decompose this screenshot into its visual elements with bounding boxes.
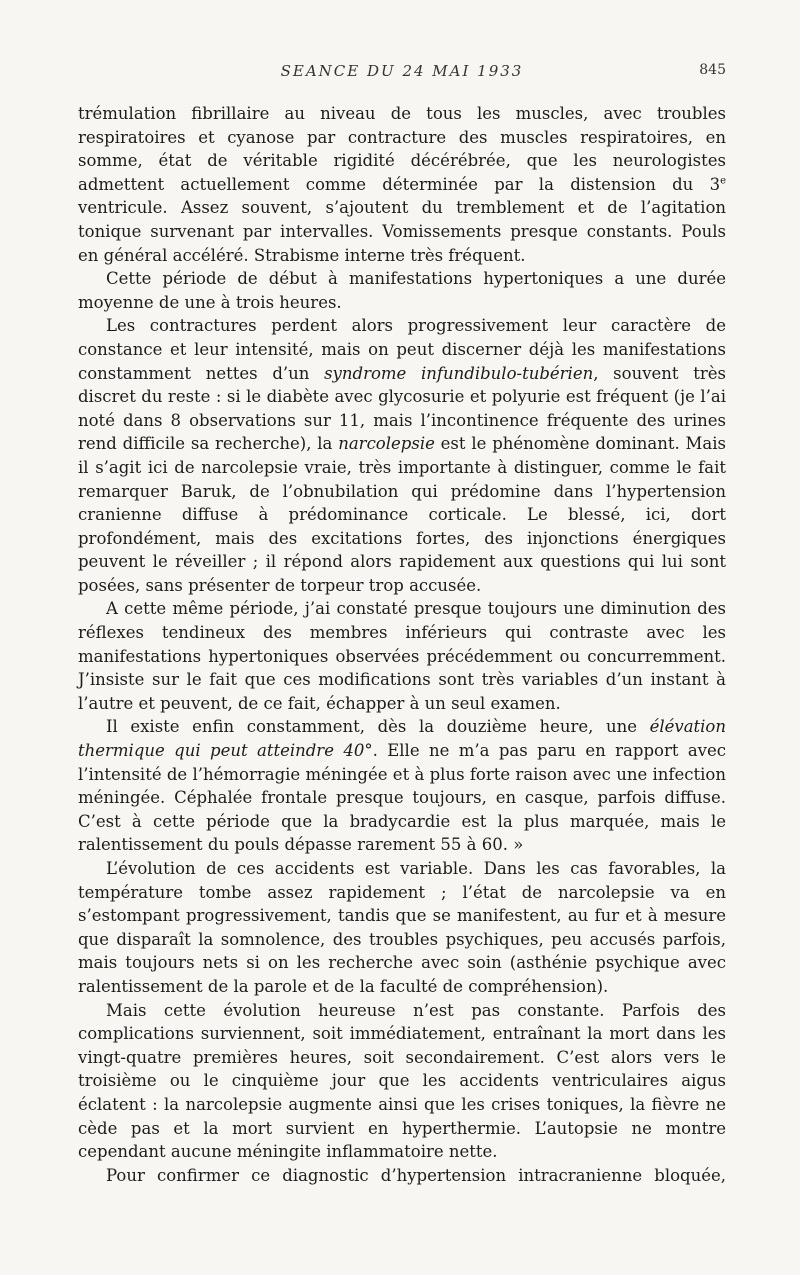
text-run: Les contractures perdent alors progressivement leur caractère de constance et leur intensité, mais on peut discerner déjà les manifestations constamment nettes d’un bbox=[78, 316, 726, 383]
italic-text: élévation thermique qui peut atteindre 40° bbox=[78, 717, 726, 761]
text-run: Mais cette évolution heureuse n’est pas constante. Parfois des complications surviennent, soit immédiatement, entraînant la mort dans les vingt-quatre premières heures, soit secondairement. C’est alors vers le troisième ou le cinquième jour que les accidents ventriculaires aigus éclatent : la narcolepsie augmente ainsi que les crises toniques, la fièvre ne cède pas et la mort survient en hyperthermie. L’autopsie ne montre cependant aucune méningite inflammatoire nette. bbox=[78, 1000, 726, 1162]
paragraph bbox=[78, 314, 726, 597]
text-run: L’évolution de ces accidents est variable. Dans les cas favorables, la température tombe assez rapidement ; l’état de narcolepsie va en s’estompant progressivement, tandis que se manifestent, au fur et à mesure que disparaît la somnolence, des troubles psychiques, peu accusés parfois, mais toujours nets si on les recherche avec soin (asthénie psychique avec ralentissement de la parole et de la faculté de compréhension). bbox=[78, 859, 726, 996]
paragraph bbox=[78, 102, 726, 267]
text-run: est le phénomène dominant. Mais il s’agit ici de narcolepsie vraie, très importante à distinguer, comme le fait remarquer Baruk, de l’obnubilation qui prédomine dans l’hypertension cranienne diffuse à prédominance corticale. Le blessé, ici, dort profondément, mais des excitations fortes, des injonctions énergiques peuvent le réveiller ; il répond alors rapidement aux questions qui lui sont posées, sans présenter de torpeur trop accusée. bbox=[78, 434, 727, 595]
paragraph bbox=[78, 597, 726, 715]
text-run: Il existe enfin constamment, dès la douzième heure, une bbox=[106, 717, 650, 737]
text-run: Cette période de début à manifestations hypertoniques a une durée moyenne de une à trois heures. bbox=[78, 269, 726, 312]
page-number: 845 bbox=[699, 62, 726, 78]
paragraph bbox=[78, 999, 726, 1164]
text-run: , souvent très discret du reste : si le diabète avec glycosurie et polyurie est fréquent (je l’ai noté dans 8 observations sur 11, mais l’incontinence fréquente des urines rend difficile sa recherche), la bbox=[78, 363, 726, 454]
text-run: trémulation fibrillaire au niveau de tous les muscles, avec troubles respiratoires et cyanose par contracture des muscles respiratoires, en somme, état de véritable rigidité décérébrée, que les neurologistes admettent actuellement comme déterminée par la distension du 3 bbox=[78, 104, 726, 194]
text-run: Pour confirmer ce diagnostic d’hypertension intracranienne bloquée, bbox=[106, 1165, 726, 1185]
paragraph bbox=[78, 1164, 726, 1188]
text-run: . Elle ne m’a pas paru en rapport avec l’intensité de l’hémorragie méningée et à plus forte raison avec une infection méningée. Céphalée frontale presque toujours, en casque, parfois diffuse. C’est à cette période que la bradycardie est la plus marquée, mais le ralentissement du pouls dépasse rarement 55 à 60. » bbox=[78, 741, 727, 855]
body-text bbox=[78, 102, 726, 1187]
italic-text: narcolepsie bbox=[338, 434, 435, 454]
running-head bbox=[78, 62, 726, 88]
paragraph bbox=[78, 857, 726, 999]
running-title: SEANCE DU 24 MAI 1933 bbox=[280, 62, 524, 80]
text-run: ventricule. Assez souvent, s’ajoutent du tremblement et de l’agitation tonique survenant par intervalles. Vomissements presque constants. Pouls en général accéléré. Strabisme interne très fréquent. bbox=[78, 198, 726, 265]
paragraph bbox=[78, 267, 726, 314]
italic-text: syndrome infundibulo-tubérien bbox=[324, 363, 594, 383]
text-run: A cette même période, j’ai constaté presque toujours une diminution des réflexes tendineux des membres inférieurs qui contraste avec les manifestations hypertoniques observées précédemment ou concurremment. J’insiste sur le fait que ces modifications sont très variables d’un instant à l’autre et peuvent, de ce fait, échapper à un seul examen. bbox=[78, 599, 726, 713]
superscript: e bbox=[720, 175, 726, 187]
paragraph bbox=[78, 715, 726, 857]
